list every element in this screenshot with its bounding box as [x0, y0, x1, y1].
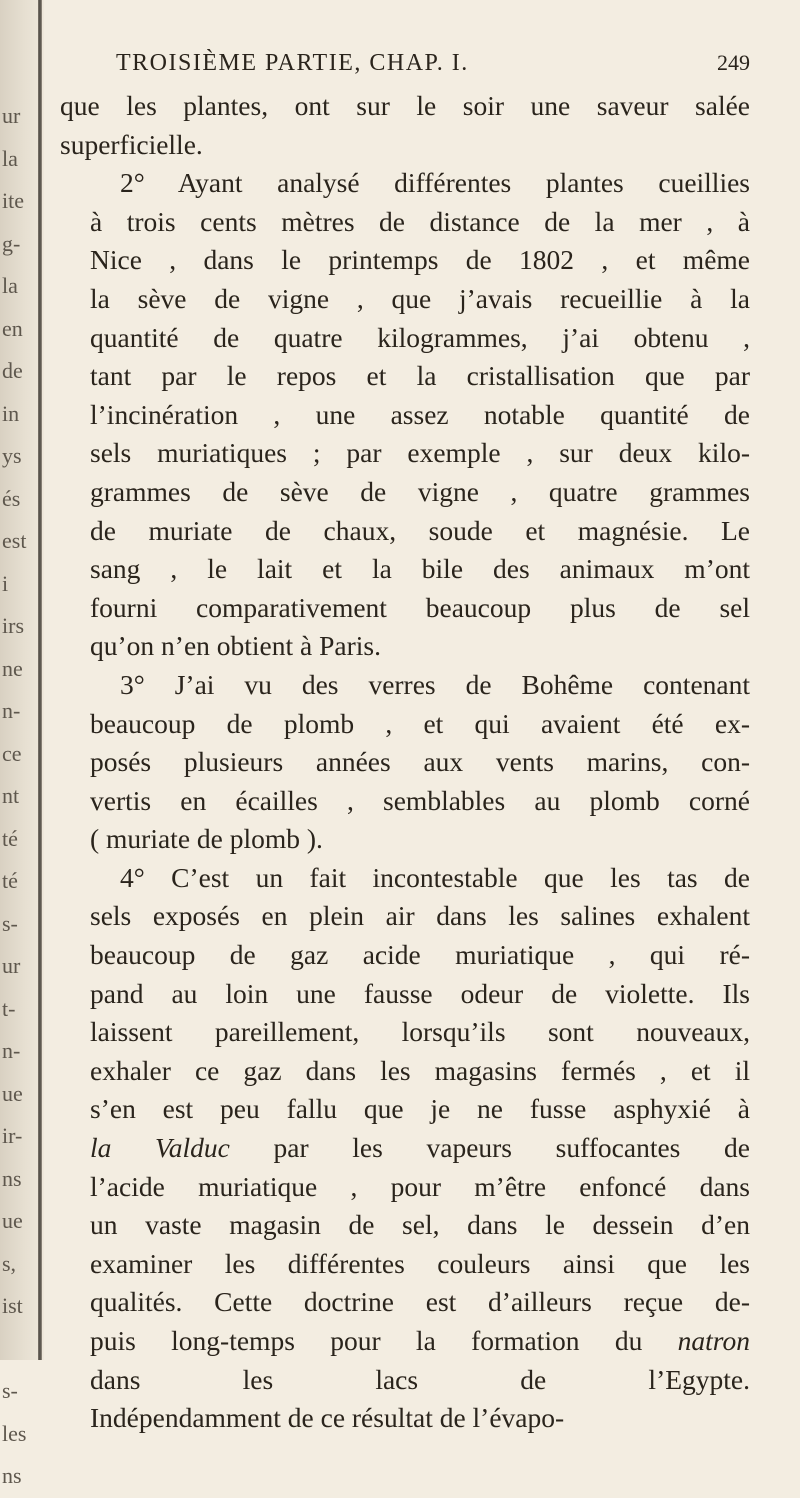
book-page [60, 50, 750, 1438]
text-line: l’incinération , une assez notable quantité de [90, 398, 750, 430]
bleed-fragment: ue [2, 1080, 23, 1106]
bleed-fragment: g- [2, 230, 21, 256]
text-line: puis long-temps pour la formation du natron [90, 1325, 750, 1356]
bleed-fragment: té [2, 868, 18, 893]
bleed-fragment: la [2, 273, 18, 298]
bleed-fragment: in [2, 400, 20, 426]
text-line: la sève de vigne , que j’avais recueillie à la [90, 282, 750, 314]
bleed-fragment: n- [2, 698, 21, 723]
text-line: quantité de quatre kilogrammes, j’ai obtenu , [90, 321, 750, 353]
bleed-fragment: ur [2, 953, 21, 978]
bleed-fragment: est [2, 528, 27, 553]
text-line: posés plusieurs années aux vents marins, con- [90, 746, 750, 778]
bleed-fragment: ir- [2, 1123, 23, 1148]
bleed-fragment: les [2, 1420, 27, 1446]
bleed-fragment: de [2, 358, 23, 383]
text-line: Indépendamment de ce résultat de l’évapo- [90, 1402, 565, 1434]
paragraph [60, 666, 750, 859]
text-line: laissent pareillement, lorsqu’ils sont nouveaux, [90, 1016, 750, 1048]
text-line: l’acide muriatique , pour m’être enfoncé dans [90, 1170, 750, 1202]
paragraph [60, 164, 750, 666]
text-line: dans les lacs de l’Egypte. [90, 1363, 750, 1395]
text-line: 3° J’ai vu des verres de Bohême contenant [120, 668, 750, 700]
bleed-fragment: ns [2, 1165, 22, 1191]
bleed-fragment: és [2, 485, 21, 511]
facing-page-bleed [2, 95, 36, 1498]
text-line: s’en est peu fallu que je ne fusse asphyxié à [90, 1093, 750, 1125]
text-line: fourni comparativement beaucoup plus de sel [90, 591, 750, 623]
text-line: que les plantes, ont sur le soir une saveur salée [60, 90, 750, 121]
text-line: 2° Ayant analysé différentes plantes cueillies [120, 167, 750, 199]
paragraph [60, 87, 750, 164]
bleed-fragment: n- [2, 1038, 21, 1063]
bleed-fragment: en [2, 315, 23, 341]
bleed-fragment: ite [2, 188, 24, 213]
running-header [116, 50, 750, 77]
text-line: 4° C’est un fait incontestable que les tas de [120, 861, 750, 893]
binding-edge [38, 0, 42, 1360]
paragraph [60, 859, 750, 1438]
text-line: pand au loin une fausse odeur de violette. Ils [90, 977, 750, 1009]
text-line: qu’on n’en obtient à Paris. [90, 630, 381, 662]
text-line: de muriate de chaux, soude et magnésie. Le [90, 514, 750, 546]
bleed-fragment: té [2, 825, 18, 851]
bleed-fragment: s- [2, 1378, 18, 1403]
bleed-fragment: ue [2, 1208, 23, 1233]
text-line: ( muriate de plomb ). [90, 823, 323, 855]
page-number: 249 [717, 50, 750, 75]
text-line: un vaste magasin de sel, dans le dessein d’en [90, 1209, 750, 1241]
text-line: qualités. Cette doctrine est d’ailleurs reçue de- [90, 1286, 750, 1318]
place-name: la Valduc [90, 1132, 230, 1164]
text-line: à trois cents mètres de distance de la mer , à [90, 205, 750, 237]
text-line: la Valduc par les vapeurs suffocantes de [90, 1132, 750, 1164]
bleed-fragment: ys [2, 443, 22, 468]
bleed-fragment: irs [2, 613, 24, 638]
text-line: Nice , dans le printemps de 1802 , et même [90, 244, 750, 276]
text-line: tant par le repos et la cristallisation que par [90, 360, 750, 392]
bleed-fragment: i [2, 570, 9, 596]
text-line: sels muriatiques ; par exemple , sur deux kilo- [90, 437, 750, 469]
bleed-fragment: s- [2, 910, 18, 936]
bleed-fragment [2, 1328, 36, 1371]
body-text [60, 87, 750, 1438]
term-natron: natron [677, 1325, 750, 1356]
bleed-fragment: nt [2, 783, 20, 808]
bleed-fragment: s, [2, 1250, 17, 1276]
bleed-fragment: ur [2, 103, 21, 128]
text-line: beaucoup de gaz acide muriatique , qui ré- [90, 939, 750, 971]
text-line: vertis en écailles , semblables au plomb corné [90, 784, 750, 816]
text-line: beaucoup de plomb , et qui avaient été ex- [90, 707, 750, 739]
text-line: superficielle. [60, 128, 203, 160]
text-line: sang , le lait et la bile des animaux m’ont [90, 553, 750, 585]
bleed-fragment: ns [2, 1463, 22, 1488]
text-line: sels exposés en plein air dans les salines exhalent [90, 900, 750, 932]
running-title: TROISIÈME PARTIE, CHAP. I. [116, 50, 469, 76]
bleed-fragment: ist [2, 1293, 23, 1318]
text-line: grammes de sève de vigne , quatre grammes [90, 475, 750, 507]
bleed-fragment: ce [2, 740, 22, 766]
bleed-fragment: ne [2, 655, 23, 681]
bleed-fragment: t- [2, 995, 16, 1021]
text-line: exhaler ce gaz dans les magasins fermés , et il [90, 1054, 750, 1086]
text-line: examiner les différentes couleurs ainsi que les [90, 1247, 750, 1279]
bleed-fragment: la [2, 145, 18, 171]
